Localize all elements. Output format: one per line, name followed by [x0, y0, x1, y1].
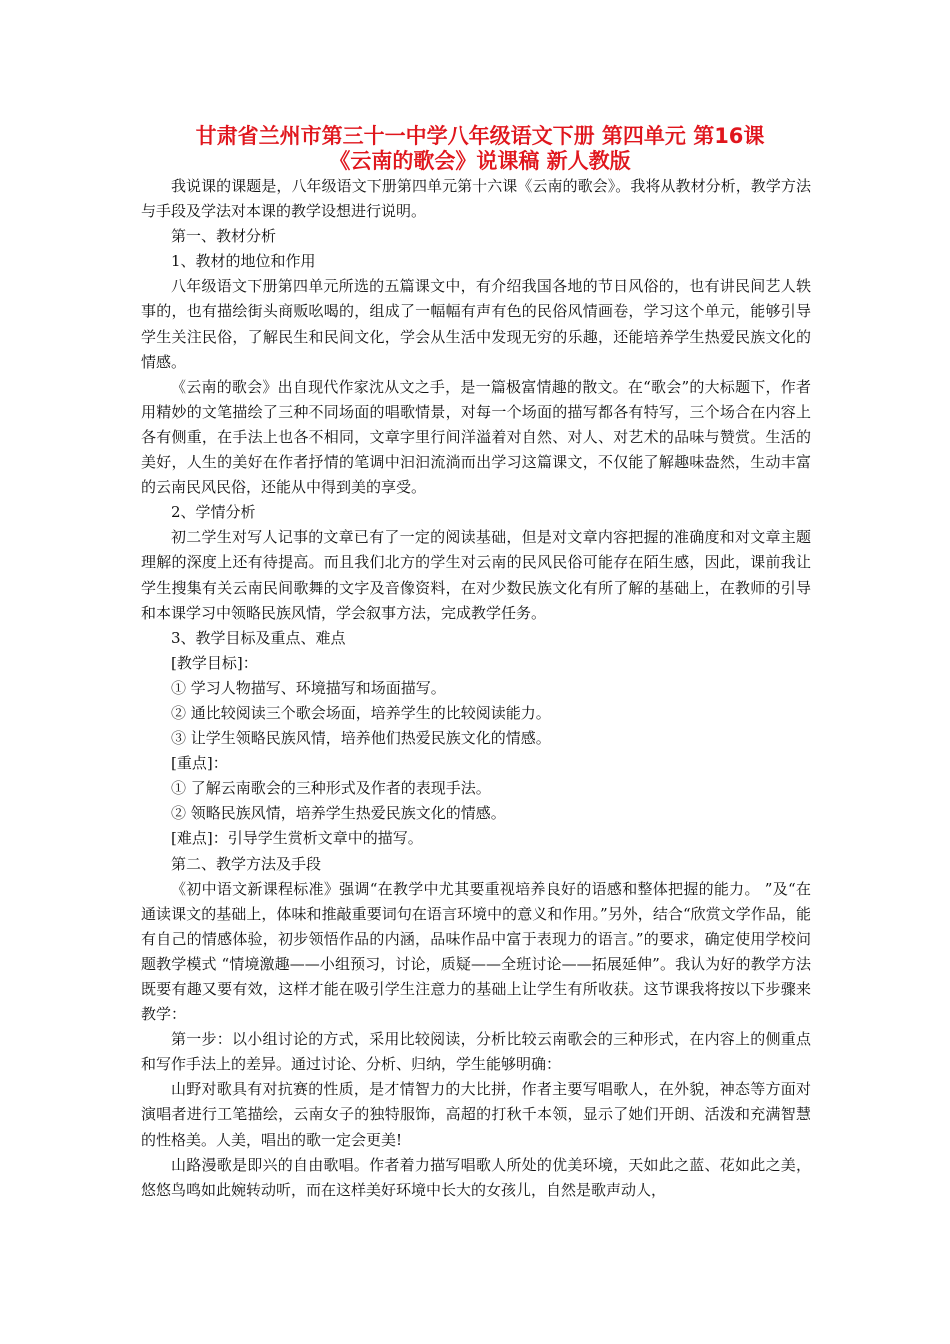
- section-heading: 第一、教材分析: [171, 227, 277, 246]
- list-label: [难点]：引导学生赏析文章中的描写。: [171, 829, 423, 848]
- paragraph: 山路漫歌是即兴的自由歌唱。作者着力描写唱歌人所处的优美环境，天如此之蓝、花如此之美，悠悠鸟鸣如此婉转动听，而在这样美好环境中长大的女孩儿，自然是歌声动人，: [141, 1155, 811, 1199]
- paragraph: 第一步：以小组讨论的方式，采用比较阅读，分析比较云南歌会的三种形式，在内容上的侧重点和写作手法上的差异。通过讨论、分析、归纳，学生能够明确：: [141, 1030, 811, 1074]
- section-heading: 第二、教学方法及手段: [171, 854, 322, 873]
- subsection-heading: 2、学情分析: [171, 503, 256, 522]
- list-item: ① 学习人物描写、环境描写和场面描写。: [171, 678, 446, 697]
- paragraph-intro: 我说课的课题是，八年级语文下册第四单元第十六课《云南的歌会》。我将从教材分析，教学方法与手段及学法对本课的教学设想进行说明。: [141, 177, 811, 221]
- list-item: ③ 让学生领略民族风情，培养他们热爱民族文化的情感。: [171, 729, 551, 748]
- list-item: ① 了解云南歌会的三种形式及作者的表现手法。: [171, 779, 491, 798]
- document-body: [141, 174, 811, 1203]
- paragraph: 《初中语文新课程标准》强调“在教学中尤其要重视培养良好的语感和整体把握的能力。 ”及“在通读课文的基础上，体味和推敲重要词句在语言环境中的意义和作用。”另外，结合“欣赏文学作品，能有自己的情感体验，初步领悟作品的内涵，品味作品中富于表现力的语言。”的要求，确定使用学校问题教学模式 “情境激趣——小组预习，讨论，质疑——全班讨论——拓展延伸”。我认为好的教学方法既要有趣又要有效，这样才能在吸引学生注意力的基础上让学生有所收获。这节课我将按以下步骤来教学：: [141, 879, 811, 1024]
- document-title-line-1: 甘肃省兰州市第三十一中学八年级语文下册 第四单元 第16课: [195, 124, 765, 148]
- document-title-line-2: 《云南的歌会》说课稿 新人教版: [329, 149, 631, 173]
- paragraph: 山野对歌具有对抗赛的性质，是才情智力的大比拼，作者主要写唱歌人，在外貌，神态等方面对演唱者进行工笔描绘，云南女子的独特服饰，高超的打秋千本领，显示了她们开朗、活泼和充满智慧的性格美。人美，唱出的歌一定会更美!: [141, 1080, 811, 1149]
- paragraph: 《云南的歌会》出自现代作家沈从文之手，是一篇极富情趣的散文。在“歌会”的大标题下，作者用精妙的文笔描绘了三种不同场面的唱歌情景，对每一个场面的描写都各有特写，三个场合在内容上各有侧重，在手法上也各不相同，文章字里行间洋溢着对自然、对人、对艺术的品味与赞赏。生活的美好，人生的美好在作者抒情的笔调中汩汩流淌而出学习这篇课文，不仅能了解趣味盎然，生动丰富的云南民风民俗，还能从中得到美的享受。: [141, 377, 811, 497]
- paragraph: 八年级语文下册第四单元所选的五篇课文中，有介绍我国各地的节日风俗的，也有讲民间艺人轶事的，也有描绘街头商贩吆喝的，组成了一幅幅有声有色的民俗风情画卷，学习这个单元，能够引导学生关注民俗，了解民生和民间文化，学会从生活中发现无穷的乐趣，还能培养学生热爱民族文化的情感。: [141, 277, 811, 371]
- list-label: [重点]：: [171, 754, 228, 773]
- list-label: [教学目标]：: [171, 653, 258, 672]
- subsection-heading: 3、教学目标及重点、难点: [171, 628, 346, 647]
- list-item: ② 领略民族风情，培养学生热爱民族文化的情感。: [171, 804, 506, 823]
- subsection-heading: 1、教材的地位和作用: [171, 252, 316, 271]
- paragraph: 初二学生对写人记事的文章已有了一定的阅读基础，但是对文章内容把握的准确度和对文章主题理解的深度上还有待提高。而且我们北方的学生对云南的民风民俗可能存在陌生感，因此，课前我让学生搜集有关云南民间歌舞的文字及音像资料，在对少数民族文化有所了解的基础上，在教师的引导和本课学习中领略民族风情，学会叙事方法，完成教学任务。: [141, 528, 811, 622]
- list-item: ② 通比较阅读三个歌会场面，培养学生的比较阅读能力。: [171, 703, 551, 722]
